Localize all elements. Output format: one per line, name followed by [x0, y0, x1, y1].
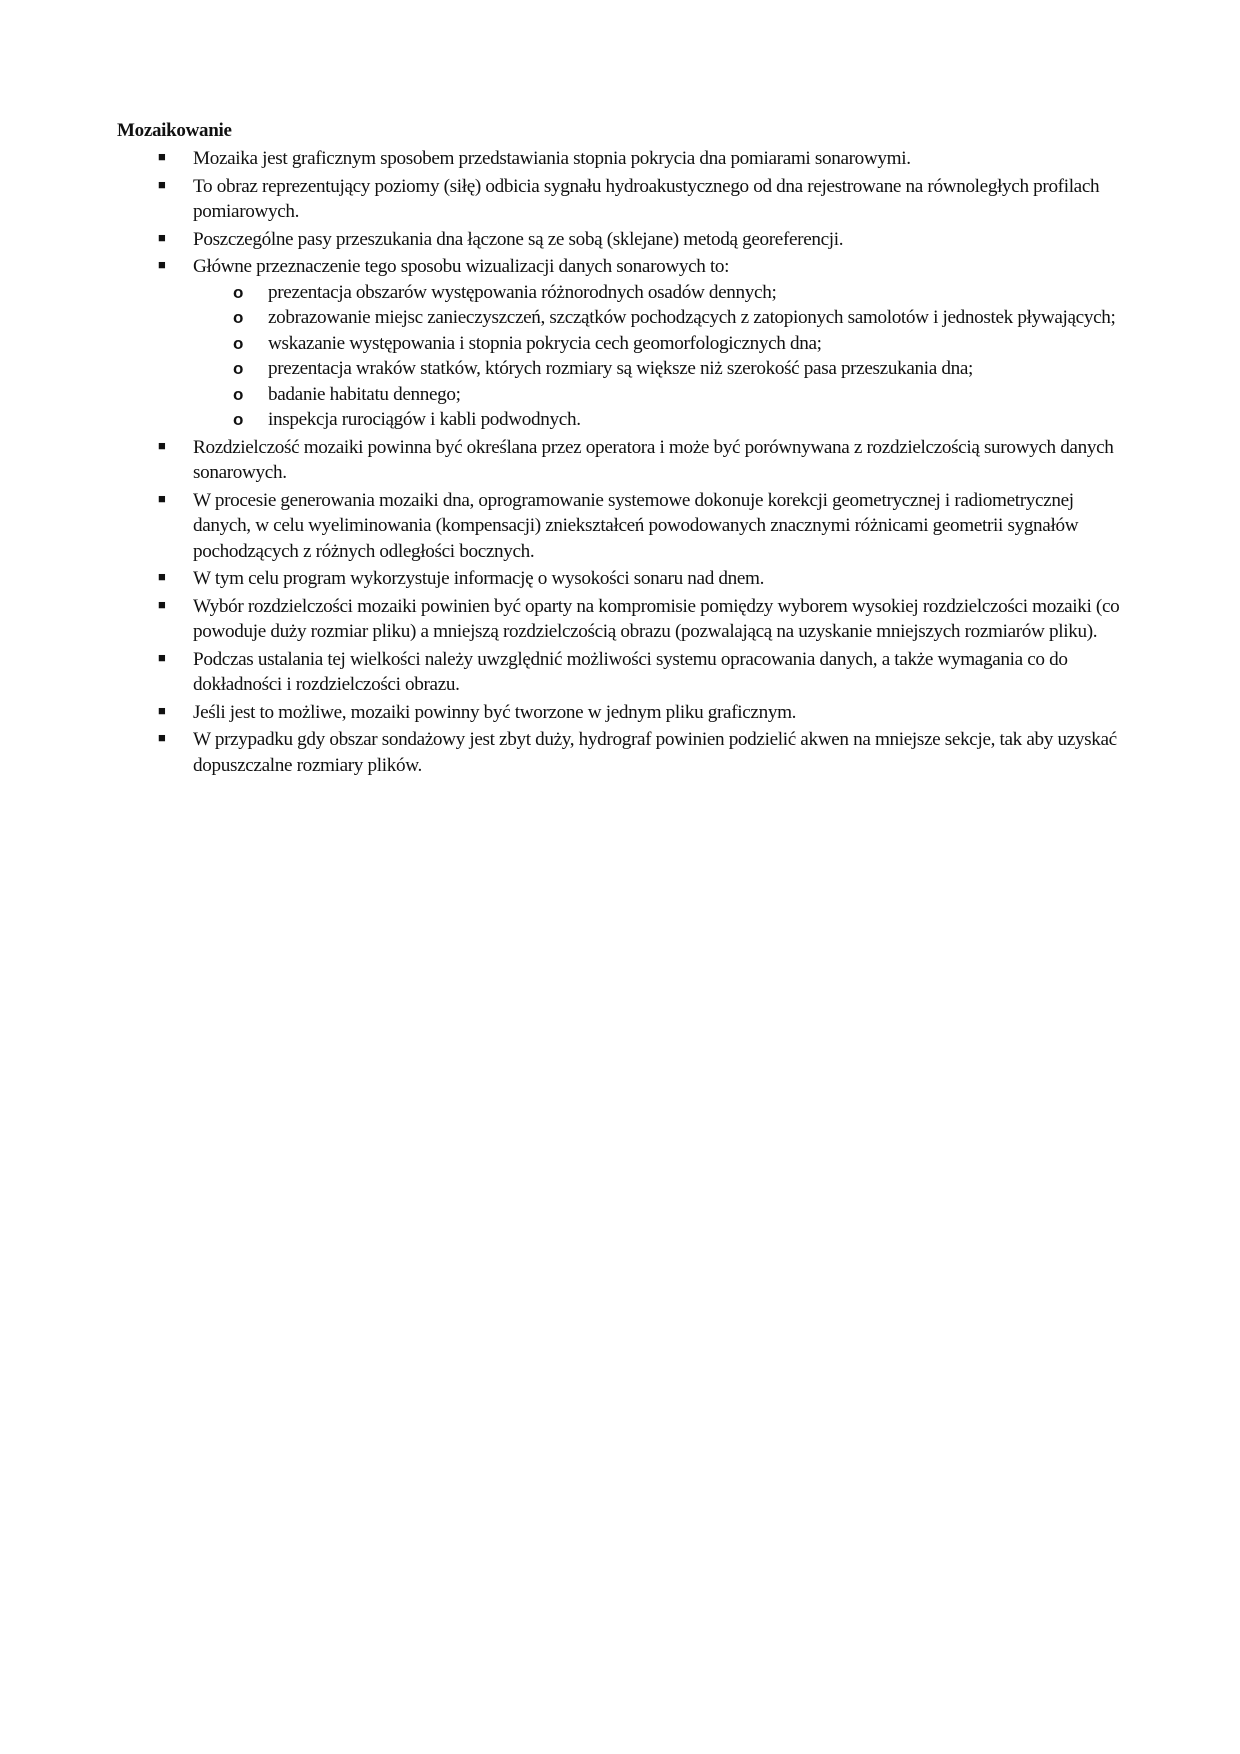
circle-bullet-icon: o: [233, 384, 244, 404]
bullet-list: [0, 146, 1240, 780]
sub-list-item: o zobrazowanie miejsc zanieczyszczeń, szczątków pochodzących z zatopionych samolotów i jednostek pływających;: [233, 307, 1116, 328]
list-item: ■ Poszczególne pasy przeszukania dna łączone są ze sobą (sklejane) metodą georeferencji.: [158, 228, 844, 250]
circle-bullet-icon: o: [233, 359, 244, 378]
section-heading: Mozaikowanie: [117, 120, 232, 141]
square-bullet-icon: ■: [158, 176, 166, 192]
square-bullet-icon: ■: [158, 437, 166, 453]
sub-list-item: o prezentacja obszarów występowania różnorodnych osadów dennych;: [233, 281, 777, 303]
list-item: ■ Jeśli jest to możliwe, mozaiki powinny być tworzone w jednym pliku graficznym.: [158, 701, 797, 723]
list-item: ■ W procesie generowania mozaiki dna, oprogramowanie systemowe dokonuje korekcji geometrycznej i radiometrycznej danych, w celu wyeliminowania (kompensacji) zniekształceń powodowanych znacznymi różnicami geometrii sygnałów pochodzących z różnych odległości bocznych.: [158, 489, 1079, 562]
list-item: ■ To obraz reprezentujący poziomy (siłę) odbicia sygnału hydroakustycznego od dna rejestrowane na równoległych profilach pomiarowych.: [158, 175, 1100, 222]
list-item: ■ Podczas ustalania tej wielkości należy uwzględnić możliwości systemu opracowania danych, a także wymagania co do dokładności i rozdzielczości obrazu.: [158, 648, 1068, 695]
circle-bullet-icon: o: [233, 410, 244, 429]
square-bullet-icon: ■: [158, 649, 166, 665]
sub-list-item: o inspekcja rurociągów i kabli podwodnych.: [233, 409, 581, 430]
circle-bullet-icon: o: [233, 282, 244, 302]
list-item: ■ W tym celu program wykorzystuje informację o wysokości sonaru nad dnem.: [158, 568, 765, 589]
square-bullet-icon: ■: [158, 490, 166, 506]
square-bullet-icon: ■: [158, 730, 166, 745]
sub-list-item: o wskazanie występowania i stopnia pokrycia cech geomorfologicznych dna;: [233, 332, 822, 354]
circle-bullet-icon: o: [233, 308, 244, 327]
square-bullet-icon: ■: [158, 569, 166, 584]
sub-list-item: o badanie habitatu dennego;: [233, 383, 461, 405]
square-bullet-icon: ■: [158, 229, 166, 245]
list-item: ■ W przypadku gdy obszar sondażowy jest zbyt duży, hydrograf powinien podzielić akwen na mniejsze sekcje, tak aby uzyskać dopuszczalne rozmiary plików.: [158, 729, 1117, 776]
square-bullet-icon: ■: [158, 257, 166, 272]
sub-list-item: o prezentacja wraków statków, których rozmiary są większe niż szerokość pasa przeszukania dna;: [233, 358, 973, 379]
list-item: ■ Wybór rozdzielczości mozaiki powinien być oparty na kompromisie pomiędzy wyborem wysokiej rozdzielczości mozaiki (co powoduje duży rozmiar pliku) a mniejszą rozdzielczością obrazu (pozwalającą na uzyskanie mniejszych rozmiarów pliku).: [158, 595, 1120, 642]
list-item: ■ Mozaika jest graficznym sposobem przedstawiania stopnia pokrycia dna pomiarami sonarowymi.: [158, 148, 911, 169]
list-item: ■ Rozdzielczość mozaiki powinna być określana przez operatora i może być porównywana z rozdzielczością surowych danych sonarowych.: [158, 436, 1114, 483]
list-item: ■ Główne przeznaczenie tego sposobu wizualizacji danych sonarowych to:: [158, 256, 730, 277]
square-bullet-icon: ■: [158, 596, 166, 612]
square-bullet-icon: ■: [158, 149, 166, 164]
circle-bullet-icon: o: [233, 333, 244, 353]
square-bullet-icon: ■: [158, 702, 166, 718]
